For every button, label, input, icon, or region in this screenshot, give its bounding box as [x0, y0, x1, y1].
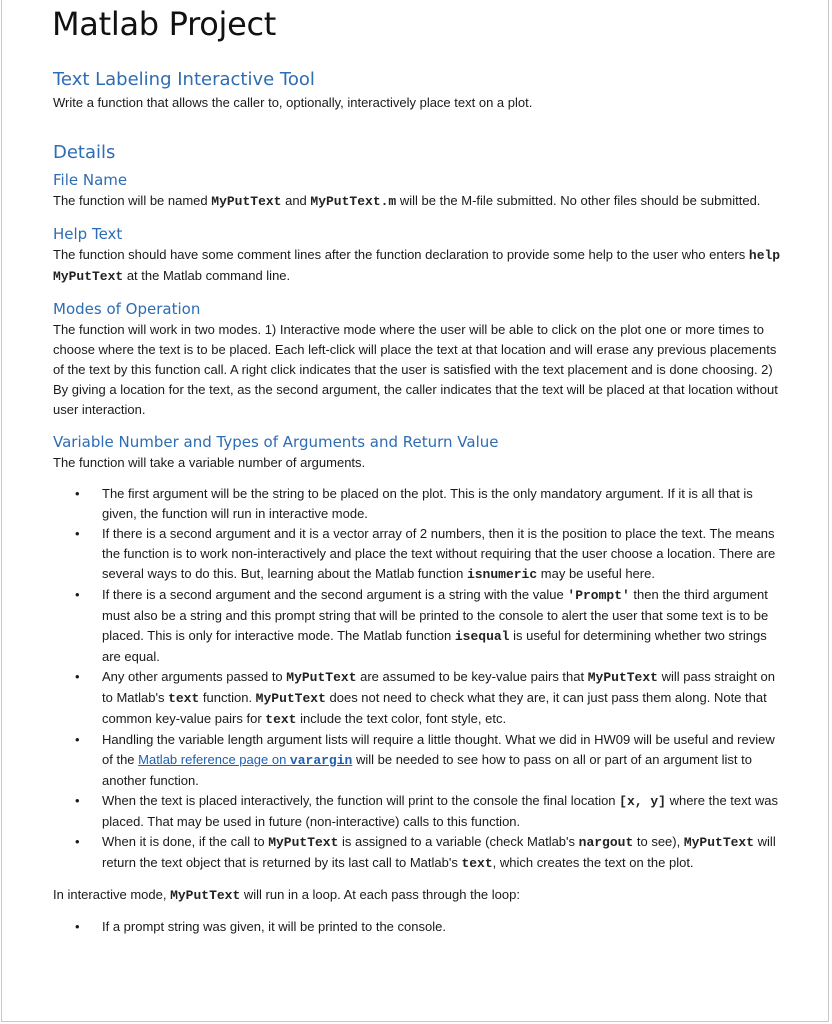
text-run: is assigned to a variable (check Matlab's	[338, 834, 579, 849]
text-run: may be useful here.	[537, 566, 655, 581]
text-run: If a prompt string was given, it will be printed to the console.	[102, 919, 446, 934]
document-content	[53, 0, 787, 937]
code-run: MyPutText	[286, 670, 357, 685]
list-item	[53, 832, 787, 874]
link-text: Matlab reference page on	[138, 752, 290, 767]
page-title: Matlab Project	[52, 5, 277, 43]
bullet: •	[75, 669, 80, 684]
text-run: are assumed to be key-value pairs that	[356, 669, 588, 684]
heading-text-labeling: Text Labeling Interactive Tool	[53, 69, 315, 90]
heading-help-text: Help Text	[53, 225, 123, 243]
text-run: The function will be named	[53, 193, 212, 208]
text-run: will be needed to see how to pass on all or part of an argument list to another function.	[102, 752, 752, 788]
arguments-intro: The function will take a variable number of arguments.	[53, 455, 366, 470]
code-run: 'Prompt'	[567, 588, 630, 603]
text-run: The function should have some comment lines after the function declaration to provide some help to the user who enters	[53, 247, 749, 262]
bullet: •	[75, 793, 80, 808]
varargin-reference-link[interactable]	[138, 752, 352, 767]
code-run: MyPutText	[683, 835, 755, 850]
heading-details: Details	[53, 142, 116, 163]
code-run: text	[461, 856, 493, 871]
modes-paragraph: The function will work in two modes. 1) Interactive mode where the user will be able to click on the plot one or more times to choose where the text is to be placed. Each left-click will place the text at that location and will erase any previous placements of the text by this function call. A right click indicates that the user is satisfied with the text placement and is done choosing. 2) By giving a location for the text, as the second argument, the caller indicates that the text will be placed at that location without user interaction.	[53, 322, 778, 417]
list-item	[53, 730, 787, 791]
text-run: If there is a second argument and the second argument is a string with the value	[102, 587, 568, 602]
text-run: Any other arguments passed to	[102, 669, 287, 684]
code-run: MyPutText	[170, 888, 241, 903]
text-run: If there is a second argument and it is a vector array of 2 numbers, then it is the position to place the text. The means the function is to work non-interactively and place the text without requiring that the user choose a location. There are several ways to do this. But, learning about the Matlab function	[102, 526, 776, 581]
file-name-paragraph	[53, 191, 787, 212]
code-run: help MyPutText	[53, 248, 781, 284]
bullet: •	[75, 732, 80, 747]
list-item	[53, 484, 787, 524]
heading-modes: Modes of Operation	[53, 300, 201, 318]
text-run: does not need to check what they are, it can just pass them along. Note that common key-value pairs for	[102, 690, 767, 726]
code-run: isequal	[454, 629, 510, 644]
heading-arguments: Variable Number and Types of Arguments and Return Value	[53, 433, 499, 451]
text-run: When it is done, if the call to	[102, 834, 269, 849]
text-run: to see),	[633, 834, 684, 849]
text-run: will run in a loop. At each pass through the loop:	[240, 887, 520, 902]
text-run: and	[281, 193, 311, 208]
list-item	[53, 791, 787, 832]
text-run: The first argument will be the string to be placed on the plot. This is the only mandatory argument. If it is all that is given, the function will run in interactive mode.	[102, 486, 753, 521]
loop-paragraph	[53, 885, 787, 906]
text-run: include the text color, font style, etc.	[296, 711, 507, 726]
text-run: Handling the variable length argument lists will require a little thought. What we did in HW09 will be useful and review of the	[102, 732, 775, 767]
code-run: text	[168, 691, 200, 706]
text-run: where the text was placed. That may be used in future (non-interactive) calls to this function.	[102, 793, 778, 829]
code-run: MyPutText	[255, 691, 326, 706]
list-item	[53, 917, 787, 937]
bullet: •	[75, 587, 80, 602]
text-run: function.	[199, 690, 256, 705]
code-run: nargout	[578, 835, 634, 850]
heading-file-name: File Name	[53, 171, 128, 189]
document-page	[1, 0, 829, 1022]
code-run: isnumeric	[466, 567, 538, 582]
list-item	[53, 524, 787, 585]
text-run: In interactive mode,	[53, 887, 171, 902]
text-run: will return the text object that is returned by its last call to Matlab's	[102, 834, 776, 870]
text-run: will pass straight on to Matlab's	[102, 669, 776, 705]
list-item	[53, 667, 787, 730]
code-run: MyPutText.m	[310, 194, 397, 209]
bullet: •	[75, 486, 80, 501]
text-run: is useful for determining whether two strings are equal.	[102, 628, 767, 664]
loop-list	[53, 917, 787, 937]
code-run: MyPutText	[211, 194, 282, 209]
code-run: text	[265, 712, 297, 727]
bullet: •	[75, 919, 80, 934]
bullet: •	[75, 834, 80, 849]
arguments-list	[53, 484, 787, 874]
code-run: [x, y]	[619, 794, 666, 809]
bullet: •	[75, 526, 80, 541]
code-run: MyPutText	[587, 670, 658, 685]
list-item	[53, 585, 787, 667]
text-run: , which creates the text on the plot.	[492, 855, 694, 870]
code-run: MyPutText	[268, 835, 339, 850]
text-run: then the third argument must also be a string and this prompt string that will be printed to the console to alert the user that some text is to be placed. This is only for interactive mode. The Matlab function	[102, 587, 769, 643]
link-code: varargin	[289, 753, 353, 768]
help-text-paragraph	[53, 245, 787, 287]
text-run: When the text is placed interactively, the function will print to the console the final location	[102, 793, 620, 808]
intro-paragraph: Write a function that allows the caller to, optionally, interactively place text on a plot.	[53, 95, 533, 110]
text-run: will be the M-file submitted. No other files should be submitted.	[396, 193, 761, 208]
text-run: at the Matlab command line.	[123, 268, 291, 283]
